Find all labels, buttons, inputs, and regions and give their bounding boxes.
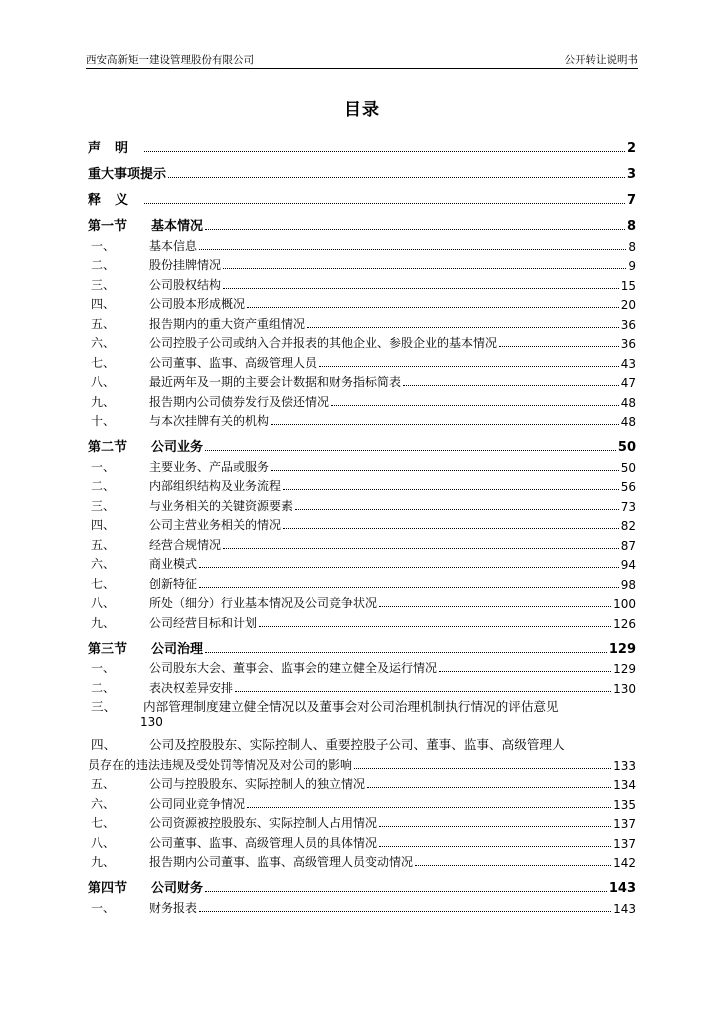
dot-leader [199, 566, 619, 568]
dot-leader [168, 176, 625, 178]
toc-item[interactable] [88, 831, 636, 851]
item-title: 股份挂牌情况 [149, 258, 222, 272]
toc-page-number: 43 [620, 356, 636, 371]
dot-leader [271, 423, 619, 425]
dot-leader [439, 670, 611, 672]
toc-page-number: 56 [620, 480, 636, 494]
toc-page-number: 143 [613, 901, 636, 916]
item-number: 八、 [91, 596, 116, 610]
item-title: 经营合规情况 [149, 537, 222, 552]
item-number: 一、 [91, 238, 116, 253]
item-title: 公司控股子公司或纳入合并报表的其他企业、参股企业的基本情况 [149, 336, 498, 350]
toc-page-number: 98 [620, 577, 636, 592]
toc-item[interactable] [88, 514, 636, 534]
toc-item[interactable] [88, 792, 636, 812]
item-title: 最近两年及一期的主要会计数据和财务指标简表 [149, 375, 402, 389]
item-title: 商业模式 [149, 557, 198, 571]
item-number: 五、 [91, 537, 116, 552]
toc-entry-label: 重大事项提示 [88, 167, 167, 182]
item-number: 一、 [91, 459, 116, 474]
item-number: 六、 [91, 557, 116, 571]
dot-leader [235, 690, 611, 692]
item-number: 六、 [91, 796, 116, 811]
toc-item[interactable] [88, 455, 636, 475]
item-number: 四、 [91, 297, 116, 311]
toc-item[interactable] [88, 312, 636, 332]
item-title: 公司与控股股东、实际控制人的独立情况 [149, 777, 366, 791]
toc-page-number: 36 [620, 317, 636, 332]
item-title: 财务报表 [149, 900, 198, 915]
dot-leader [205, 449, 616, 451]
toc-entry-shiyi[interactable] [88, 182, 636, 208]
item-number: 七、 [91, 355, 116, 370]
item-title: 公司董事、监事、高级管理人员 [149, 355, 318, 370]
item-number: 九、 [91, 855, 116, 869]
toc-entry-shengming[interactable] [88, 130, 636, 156]
section-title: 公司治理 [151, 641, 204, 657]
item-title: 创新特征 [149, 576, 198, 591]
dot-leader [283, 488, 619, 490]
toc-page-number: 48 [620, 395, 636, 410]
section-number: 第二节 [88, 440, 128, 455]
dot-leader [199, 586, 619, 588]
toc-item[interactable] [88, 773, 636, 793]
item-title: 公司及控股股东、实际控制人、重要控股子公司、董事、监事、高级管理人 [149, 737, 565, 752]
section-number: 第四节 [88, 881, 128, 896]
item-title: 报告期内的重大资产重组情况 [149, 316, 306, 331]
dot-leader [223, 267, 626, 269]
toc-page-number: 8 [626, 219, 636, 234]
item-number: 八、 [91, 375, 116, 389]
dot-leader [499, 345, 619, 347]
header-document-name: 公开转让说明书 [564, 54, 638, 66]
item-title: 报告期内公司债券发行及偿还情况 [149, 394, 330, 409]
item-title: 表决权差异安排 [149, 680, 234, 695]
dot-leader [223, 547, 619, 549]
toc-entry-zhongda[interactable] [88, 156, 636, 182]
toc-entry-label: 声明 [88, 141, 143, 156]
toc-item[interactable] [88, 851, 636, 871]
toc-page-number: 2 [626, 141, 636, 156]
item-number: 八、 [91, 835, 116, 850]
item-number: 七、 [91, 576, 116, 591]
item-title: 公司同业竞争情况 [149, 796, 246, 811]
toc-page-number: 94 [620, 558, 636, 572]
toc-item[interactable] [88, 234, 636, 254]
dot-leader [283, 527, 619, 529]
toc-item[interactable] [88, 390, 636, 410]
toc-item[interactable] [88, 812, 636, 832]
toc-entry-label: 释义 [88, 193, 143, 208]
item-number: 三、 [91, 498, 116, 513]
item-title: 基本信息 [149, 238, 198, 253]
toc-item-wrapped[interactable] [88, 696, 636, 735]
toc-item[interactable] [88, 254, 636, 274]
dot-leader [319, 365, 619, 367]
toc-item[interactable] [88, 533, 636, 553]
item-number: 九、 [91, 615, 116, 630]
toc-page-number: 135 [613, 797, 636, 812]
section-number: 第三节 [88, 641, 128, 657]
toc-section-3[interactable] [88, 631, 636, 657]
item-title-continued: 员存在的违法违规及受处罚等情况及对公司的影响 [88, 757, 353, 772]
item-title: 与业务相关的关键资源要素 [149, 498, 294, 513]
dot-leader [205, 890, 607, 892]
dot-leader [199, 248, 626, 250]
toc-item[interactable] [88, 273, 636, 293]
toc-page-number: 100 [613, 597, 636, 611]
item-title: 内部组织结构及业务流程 [149, 479, 282, 493]
page-title: 目录 [344, 100, 380, 120]
dot-leader [403, 384, 619, 386]
header-company: 西安高新矩一建设管理股份有限公司 [86, 54, 254, 66]
page-header [86, 50, 638, 69]
item-title: 公司主营业务相关的情况 [149, 518, 282, 532]
toc-item-wrapped[interactable] [88, 734, 636, 773]
item-title: 与本次挂牌有关的机构 [149, 414, 270, 428]
toc-item[interactable] [88, 572, 636, 592]
item-number: 一、 [91, 661, 116, 675]
toc-page-number: 47 [620, 376, 636, 390]
dot-leader [379, 845, 611, 847]
dot-leader [271, 469, 619, 471]
item-number: 五、 [91, 316, 116, 331]
item-title: 报告期内公司董事、监事、高级管理人员变动情况 [149, 855, 414, 869]
dot-leader [379, 605, 611, 607]
section-title: 公司业务 [151, 440, 204, 455]
toc-page-number: 133 [613, 758, 636, 773]
toc-item[interactable] [88, 553, 636, 573]
section-title: 公司财务 [151, 881, 204, 896]
dot-leader [354, 767, 611, 769]
toc-page-number: 9 [628, 259, 636, 273]
section-3-items [88, 657, 636, 871]
section-2-items [88, 455, 636, 631]
toc-section-1[interactable] [88, 208, 636, 234]
toc-item[interactable] [88, 293, 636, 313]
item-number: 二、 [91, 680, 116, 695]
item-title: 公司资源被控股股东、实际控制人占用情况 [149, 816, 378, 830]
toc-page-number: 48 [620, 415, 636, 429]
toc-item[interactable] [88, 592, 636, 612]
dot-leader [307, 326, 619, 328]
toc-page-number: 3 [626, 167, 636, 182]
section-1-items [88, 234, 636, 429]
item-number: 四、 [91, 518, 116, 532]
item-number: 一、 [91, 900, 116, 915]
toc-page-number: 129 [608, 641, 636, 657]
toc-item[interactable] [88, 657, 636, 677]
item-number: 二、 [91, 258, 116, 272]
item-number: 六、 [91, 336, 116, 350]
section-number: 第一节 [88, 219, 128, 234]
toc-page-number: 50 [620, 460, 636, 475]
toc-page-number: 137 [613, 817, 636, 831]
item-number: 二、 [91, 479, 116, 493]
toc-page-number: 8 [628, 239, 636, 254]
toc-item[interactable] [88, 351, 636, 371]
dot-leader [247, 306, 619, 308]
dot-leader [259, 625, 611, 627]
item-number: 十、 [91, 414, 116, 428]
item-title: 所处（细分）行业基本情况及公司竞争状况 [149, 596, 378, 610]
section-4-items [88, 896, 636, 916]
item-number: 七、 [91, 816, 116, 830]
item-title: 内部管理制度建立健全情况以及董事会对公司治理机制执行情况的评估意见 [143, 698, 559, 714]
toc-page-number: 129 [613, 662, 636, 676]
toc-item[interactable] [88, 475, 636, 495]
item-title: 公司经营目标和计划 [149, 615, 258, 630]
toc-page-number: 126 [613, 616, 636, 631]
dot-leader [144, 150, 625, 152]
toc-page-number: 130 [613, 681, 636, 696]
dot-leader [367, 786, 611, 788]
toc-item[interactable] [88, 896, 636, 916]
dot-leader [247, 806, 611, 808]
toc-page-number: 143 [608, 881, 636, 896]
toc-item[interactable] [88, 494, 636, 514]
item-title: 主要业务、产品或服务 [149, 459, 270, 474]
toc-page-number: 87 [620, 538, 636, 553]
item-title: 公司股权结构 [149, 277, 222, 292]
toc-item[interactable] [88, 676, 636, 696]
toc-item[interactable] [88, 410, 636, 430]
toc-page-number: 134 [613, 778, 636, 792]
toc-page-number: 7 [626, 193, 636, 208]
dot-leader [415, 864, 611, 866]
toc-page-number: 50 [617, 440, 636, 455]
dot-leader [331, 404, 619, 406]
toc-page-number: 142 [613, 856, 636, 870]
item-number: 三、 [91, 698, 117, 714]
dot-leader [144, 202, 625, 204]
toc-page-number: 82 [620, 519, 636, 533]
toc-page-number: 73 [620, 499, 636, 514]
dot-leader [205, 651, 607, 653]
dot-leader [379, 825, 611, 827]
toc-item[interactable] [88, 611, 636, 631]
item-number: 九、 [91, 394, 116, 409]
dot-leader [295, 508, 619, 510]
item-number: 五、 [91, 777, 116, 791]
dot-leader [199, 910, 611, 912]
item-title: 公司董事、监事、高级管理人员的具体情况 [149, 835, 378, 850]
toc-section-2[interactable] [88, 429, 636, 455]
dot-leader [205, 228, 625, 230]
toc-page-number: 20 [620, 298, 636, 312]
section-title: 基本情况 [151, 219, 204, 234]
toc-item[interactable] [88, 332, 636, 352]
dot-leader [223, 287, 619, 289]
item-title: 公司股本形成概况 [149, 297, 246, 311]
toc-page-number: 15 [620, 278, 636, 293]
item-title: 公司股东大会、董事会、监事会的建立健全及运行情况 [149, 661, 438, 675]
toc-page-number: 137 [613, 836, 636, 851]
toc-item[interactable] [88, 371, 636, 391]
item-number: 四、 [91, 737, 117, 752]
table-of-contents [88, 130, 636, 916]
item-number: 三、 [91, 277, 116, 292]
toc-page-number: 36 [620, 337, 636, 351]
toc-page-number: 130 [140, 714, 163, 729]
toc-section-4[interactable] [88, 870, 636, 896]
